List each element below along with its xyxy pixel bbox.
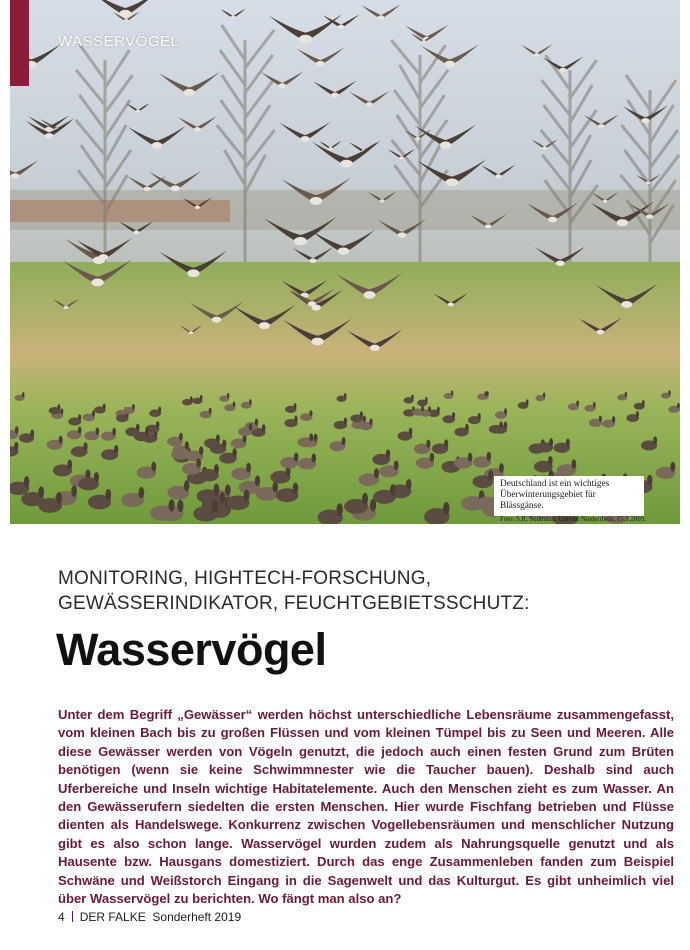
- goose-neck: [184, 480, 190, 491]
- goose-neck: [209, 408, 212, 414]
- goose-belly: [309, 258, 316, 263]
- goose-belly: [212, 317, 222, 323]
- goose-neck: [294, 452, 299, 461]
- goose-neck: [677, 403, 680, 409]
- goose-neck: [114, 445, 118, 454]
- issue-name: Sonderheft 2019: [152, 910, 242, 924]
- caption-credit: Foto: S.R. Sudmann. Unterer Niederrhein, 15.1.2009.: [500, 516, 646, 523]
- goose-neck: [344, 418, 347, 425]
- goose-neck: [437, 407, 440, 413]
- goose-neck: [612, 416, 615, 423]
- goose-belly: [338, 25, 345, 29]
- goose-neck: [571, 459, 576, 469]
- goose-belly: [448, 303, 454, 307]
- goose-belly: [195, 206, 200, 209]
- distant-rooftops: [10, 200, 230, 222]
- goose-belly: [559, 68, 566, 73]
- goose-belly: [184, 89, 195, 96]
- goose-belly: [310, 197, 323, 205]
- goose-neck: [599, 415, 602, 422]
- goose-neck: [244, 490, 250, 502]
- goose-belly: [534, 53, 540, 56]
- goose-neck: [222, 439, 226, 447]
- goose-belly: [11, 173, 19, 178]
- page-number: 4: [58, 910, 65, 924]
- goose-belly: [603, 200, 608, 203]
- goose-belly: [495, 174, 501, 178]
- goose-belly: [338, 247, 350, 254]
- goose-neck: [293, 483, 299, 494]
- goose-belly: [308, 301, 316, 306]
- goose-neck: [57, 404, 60, 410]
- goose-neck: [138, 487, 144, 499]
- goose-neck: [452, 412, 455, 418]
- goose-belly: [485, 224, 492, 228]
- goose-belly: [377, 15, 384, 19]
- goose-neck: [549, 438, 553, 446]
- goose-neck: [362, 493, 368, 505]
- goose-belly: [617, 219, 629, 226]
- goose-belly: [366, 102, 373, 107]
- goose-neck: [22, 392, 24, 397]
- goose-neck: [647, 475, 652, 486]
- goose-neck: [504, 408, 507, 414]
- goose-belly: [445, 61, 455, 68]
- goose-belly: [598, 124, 604, 128]
- goose-neck: [487, 452, 492, 461]
- goose-neck: [426, 440, 430, 448]
- goose-neck: [232, 448, 236, 457]
- footer-divider: [72, 911, 73, 922]
- goose-neck: [576, 400, 579, 406]
- goose-neck: [151, 462, 156, 472]
- goose-neck: [249, 424, 253, 431]
- goose-neck: [78, 414, 81, 420]
- goose-belly: [331, 93, 339, 98]
- goose-neck: [670, 462, 675, 472]
- goose-neck: [246, 463, 251, 473]
- goose-neck: [255, 419, 258, 426]
- goose-neck: [360, 411, 363, 417]
- goose-neck: [38, 486, 44, 497]
- goose-belly: [301, 136, 310, 142]
- magazine-name: DER FALKE: [79, 910, 146, 924]
- goose-belly: [596, 330, 604, 335]
- goose-belly: [370, 345, 380, 351]
- goose-neck: [363, 416, 366, 423]
- goose-neck: [83, 442, 87, 450]
- goose-belly: [415, 137, 420, 140]
- goose-neck: [309, 410, 312, 416]
- goose-neck: [67, 460, 72, 470]
- goose-neck: [136, 424, 140, 431]
- goose-neck: [369, 418, 372, 425]
- goose-neck: [488, 470, 493, 480]
- lead-paragraph: Unter dem Begriff „Gewässer“ werden höchst unterschiedliche Lebensräume zusammengefasst, vom kleinen Bach bis zu großen Flüssen und vom kleinen Tümpel bis zu Seen und Meeren. Alle diese Gewässer werden von Vögeln genutzt, die jedoch auch einen festen Grund zum Brüten benötigen (wenn sie keine Schwimmnester wie die Taucher bauen). Deshalb sind auch Uferbereiche und Inseln wichtige Habitatelemente. Auch den Menschen zieht es zum Wasser. An den Gewässerufern siedelten die ersten Menschen. Hier wurde Fischfang betrieben und Flüsse dienten als Handelswege. Konkurrenz zwischen Vogellebensräumen und menschlicher Nutzung gibt es also schon lange. Wasservögel wurden zudem als Nahrungsquelle genutzt und als Hausente bzw. Hausgans domestiziert. Durch das enge Zusammenleben fanden zum Beispiel Schwäne und Weißstorch Eingang in die Sagenwelt und das Kulturgut. Es gibt unheimlich viel über Wasservögel zu berichten. Wo fängt man also an?: [58, 707, 674, 907]
- goose-neck: [386, 449, 390, 458]
- goose-neck: [548, 456, 553, 465]
- goose-neck: [409, 428, 413, 435]
- goose-neck: [30, 430, 34, 438]
- goose-neck: [185, 441, 189, 449]
- goose-neck: [593, 402, 596, 408]
- goose-neck: [311, 453, 316, 462]
- goose-neck: [214, 484, 220, 495]
- goose-neck: [526, 399, 529, 404]
- goose-belly: [556, 260, 565, 266]
- goose-neck: [179, 433, 183, 441]
- goose-neck: [103, 403, 106, 409]
- kicker-line-1: MONITORING, HIGHTECH-FORSCHUNG,: [58, 568, 432, 589]
- goose-neck: [255, 475, 260, 486]
- goose-belly: [119, 10, 131, 18]
- goose-belly: [380, 199, 385, 202]
- goose-neck: [468, 453, 473, 462]
- page-footer: [58, 910, 241, 924]
- goose-neck: [24, 476, 29, 487]
- goose-neck: [642, 400, 645, 406]
- goose-neck: [145, 428, 149, 435]
- goose-neck: [465, 424, 469, 431]
- goose-neck: [177, 500, 183, 512]
- goose-neck: [132, 404, 135, 410]
- goose-neck: [336, 503, 342, 516]
- goose-belly: [133, 230, 139, 234]
- goose-neck: [262, 424, 266, 431]
- goose-neck: [112, 428, 116, 435]
- goose-belly: [64, 306, 69, 309]
- goose-neck: [14, 442, 18, 450]
- goose-neck: [156, 421, 159, 428]
- goose-neck: [543, 392, 545, 397]
- goose-belly: [231, 16, 236, 19]
- goose-neck: [411, 395, 414, 400]
- goose-neck: [430, 453, 435, 462]
- goose-neck: [56, 492, 62, 504]
- goose-neck: [196, 458, 201, 468]
- goose-neck: [484, 391, 486, 396]
- goose-neck: [227, 393, 230, 398]
- goose-belly: [621, 301, 632, 308]
- goose-neck: [78, 426, 82, 433]
- goose-neck: [71, 485, 77, 496]
- goose-neck: [394, 460, 399, 470]
- goose-neck: [225, 484, 231, 495]
- goose-belly: [422, 40, 427, 43]
- goose-neck: [309, 433, 313, 441]
- goose-belly: [45, 133, 53, 138]
- goose-neck: [94, 472, 99, 482]
- goose-neck: [625, 392, 627, 397]
- caption-text: Deutschland ist ein wichtiges Überwinterungsgebiet für Blässgänse.: [500, 479, 610, 511]
- goose-neck: [443, 502, 449, 515]
- goose-neck: [200, 395, 203, 400]
- goose-belly: [136, 110, 140, 113]
- goose-belly: [646, 214, 653, 219]
- goose-belly: [446, 178, 459, 186]
- accent-bar: [10, 0, 29, 86]
- goose-belly: [187, 269, 199, 277]
- header-photo: [10, 0, 680, 524]
- goose-belly: [189, 331, 193, 334]
- goose-neck: [390, 484, 396, 495]
- goose-belly: [45, 127, 52, 132]
- goose-belly: [398, 232, 407, 237]
- goose-neck: [566, 439, 570, 447]
- goose-belly: [641, 118, 649, 123]
- goose-neck: [169, 499, 175, 511]
- goose-neck: [158, 406, 161, 412]
- goose-neck: [499, 463, 504, 473]
- goose-neck: [653, 436, 657, 444]
- goose-belly: [316, 61, 325, 66]
- article-title: Wasservögel: [56, 624, 327, 675]
- goose-neck: [421, 406, 424, 412]
- goose-neck: [60, 408, 63, 414]
- goose-belly: [363, 291, 375, 299]
- goose-neck: [342, 437, 346, 445]
- goose-neck: [406, 479, 411, 490]
- goose-neck: [219, 492, 225, 504]
- goose-belly: [144, 187, 151, 191]
- goose-neck: [294, 403, 297, 409]
- goose-neck: [504, 422, 508, 429]
- goose-neck: [344, 393, 347, 398]
- goose-belly: [548, 217, 557, 223]
- goose-belly: [91, 279, 104, 287]
- goose-belly: [152, 142, 163, 149]
- goose-belly: [170, 185, 179, 191]
- goose-belly: [294, 237, 307, 245]
- goose-neck: [374, 468, 379, 478]
- goose-belly: [399, 156, 404, 159]
- goose-neck: [499, 421, 502, 428]
- goose-neck: [59, 436, 63, 444]
- goose-neck: [212, 500, 218, 512]
- goose-neck: [428, 406, 431, 412]
- goose-neck: [233, 401, 236, 407]
- goose-neck: [105, 489, 111, 501]
- goose-neck: [199, 446, 203, 455]
- goose-neck: [95, 427, 99, 434]
- geese-photo-scene: [10, 0, 680, 524]
- goose-belly: [542, 147, 547, 150]
- goose-belly: [259, 322, 270, 329]
- goose-belly: [278, 83, 286, 88]
- goose-neck: [92, 410, 95, 416]
- goose-belly: [311, 338, 324, 346]
- goose-neck: [636, 411, 639, 417]
- goose-neck: [444, 439, 448, 447]
- goose-neck: [294, 416, 297, 423]
- section-label: WASSERVÖGEL: [58, 33, 180, 50]
- goose-neck: [216, 434, 220, 442]
- goose-belly: [299, 35, 312, 43]
- goose-belly: [340, 160, 352, 168]
- goose-belly: [328, 147, 332, 150]
- goose-belly: [194, 127, 201, 131]
- goose-neck: [478, 413, 481, 419]
- goose-neck: [314, 434, 318, 442]
- goose-neck: [214, 464, 219, 474]
- goose-neck: [451, 390, 453, 395]
- kicker: [58, 566, 658, 616]
- goose-belly: [99, 254, 109, 260]
- goose-neck: [425, 397, 428, 402]
- goose-neck: [668, 390, 670, 395]
- goose-belly: [646, 181, 650, 184]
- goose-belly: [440, 142, 451, 149]
- goose-neck: [249, 399, 252, 404]
- photo-caption: [494, 476, 646, 523]
- goose-belly: [124, 19, 129, 22]
- goose-neck: [15, 426, 19, 433]
- kicker-line-2: GEWÄSSERINDIKATOR, FEUCHTGEBIETSSCHUTZ:: [58, 593, 530, 614]
